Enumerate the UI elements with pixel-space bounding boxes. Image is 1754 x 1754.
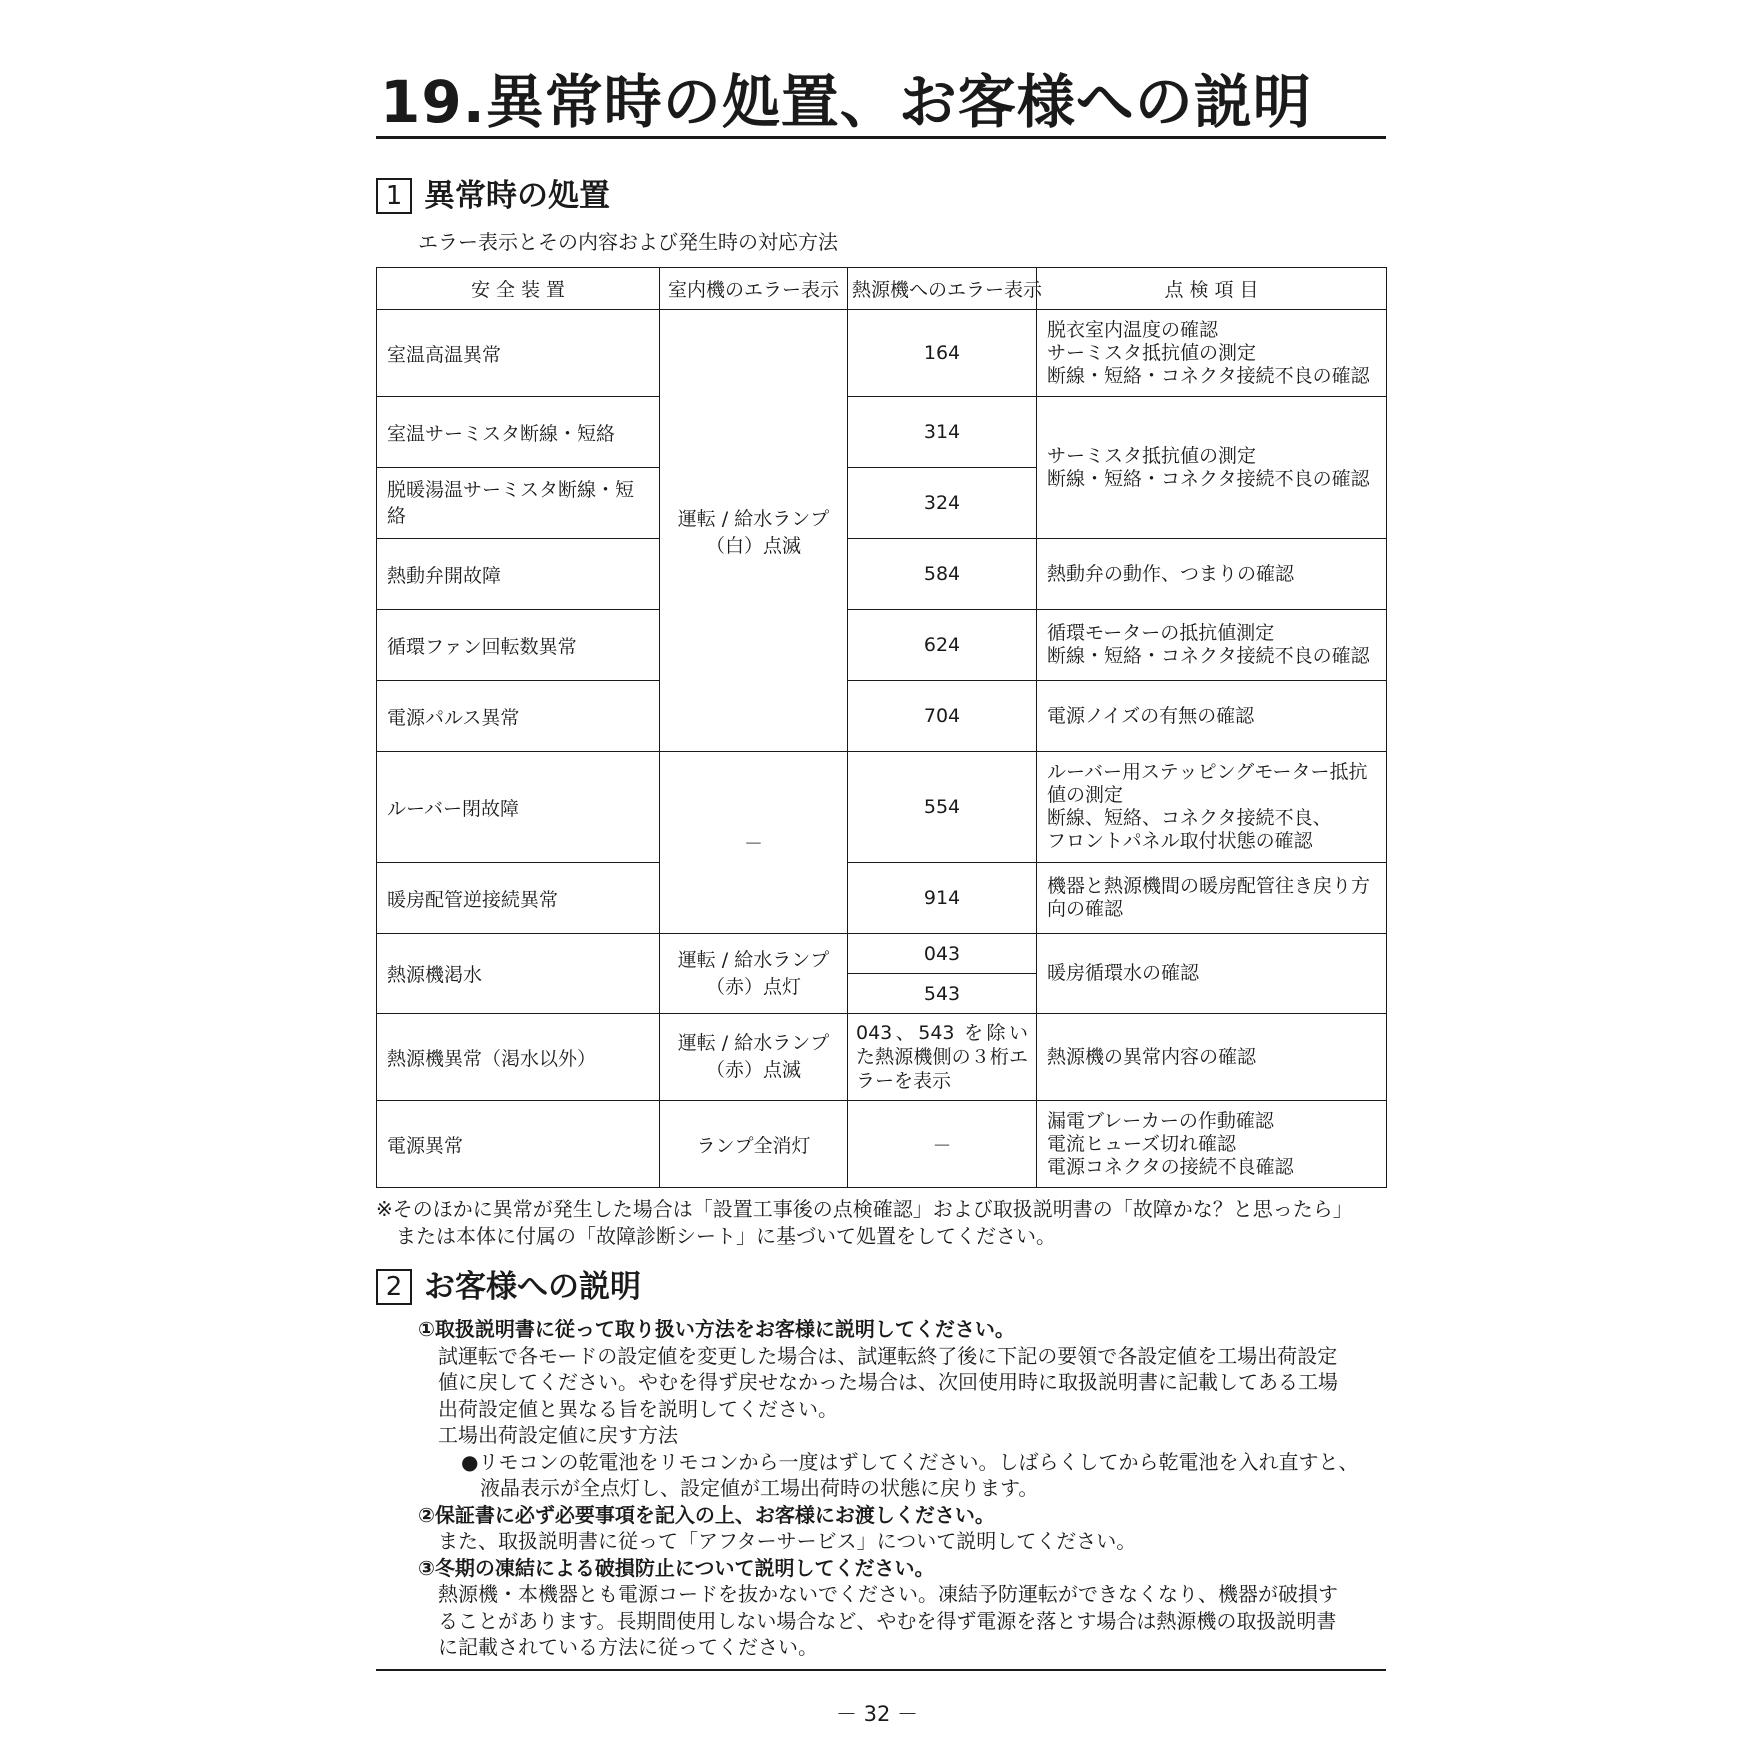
header-check-items: 点 検 項 目: [1037, 268, 1387, 310]
code-cell: 043、543 を除いた熱源機側の３桁エラーを表示: [848, 1014, 1037, 1101]
item-text: 工場出荷設定値に戻す方法: [438, 1423, 678, 1447]
header-indoor-error: 室内機のエラー表示: [660, 268, 848, 310]
check-cell: サーミスタ抵抗値の測定 断線・短絡・コネクタ接続不良の確認: [1037, 397, 1387, 539]
device-cell: 暖房配管逆接続異常: [377, 863, 660, 934]
lamp-cell: 運転 / 給水ランプ （白）点滅: [660, 310, 848, 752]
code-cell: 324: [848, 468, 1037, 539]
item-text: 熱源機・本機器とも電源コードを抜かないでください。凍結予防運転ができなくなり、機器が破損す: [438, 1582, 1338, 1606]
code-cell: 584: [848, 539, 1037, 610]
device-cell: 熱源機渇水: [377, 934, 660, 1014]
code-cell: 704: [848, 681, 1037, 752]
error-table: [376, 267, 1387, 1188]
bullet-item-continued: 液晶表示が全点灯し、設定値が工場出荷時の状態に戻ります。: [480, 1476, 1039, 1500]
device-cell: 循環ファン回転数異常: [377, 610, 660, 681]
table-row: [377, 934, 1387, 974]
section-number-2: 2: [376, 1269, 412, 1305]
item-text: 出荷設定値と異なる旨を説明してください。: [438, 1396, 838, 1421]
device-cell: ルーバー閉故障: [377, 752, 660, 863]
section-number-1: 1: [376, 178, 412, 214]
device-cell: 脱暖湯温サーミスタ断線・短絡: [377, 468, 660, 539]
title-rule: [376, 136, 1386, 139]
code-cell: 164: [848, 310, 1037, 397]
lamp-cell: 運転 / 給水ランプ （赤）点灯: [660, 934, 848, 1014]
lamp-cell: －: [660, 752, 848, 934]
table-row: [377, 752, 1387, 863]
bottom-rule: [376, 1669, 1386, 1671]
item-text: 試運転で各モードの設定値を変更した場合は、試運転終了後に下記の要領で各設定値を工場出荷設定: [438, 1343, 1338, 1368]
item-heading-3: ③冬期の凍結による破損防止について説明してください。: [418, 1555, 935, 1580]
code-cell: 543: [848, 974, 1037, 1014]
code-cell: 624: [848, 610, 1037, 681]
item-heading-2: ②保証書に必ず必要事項を記入の上、お客様にお渡しください。: [418, 1502, 995, 1527]
item-heading-1: ①取扱説明書に従って取り扱い方法をお客様に説明してください。: [418, 1317, 1015, 1341]
check-cell: 機器と熱源機間の暖房配管往き戻り方向の確認: [1037, 863, 1387, 934]
check-cell: 脱衣室内温度の確認 サーミスタ抵抗値の測定 断線・短絡・コネクタ接続不良の確認: [1037, 310, 1387, 397]
header-heatsource-error: 熱源機へのエラー表示: [848, 268, 1037, 310]
table-row: [377, 610, 1387, 681]
page-title: 19.異常時の処置、お客様への説明: [380, 68, 1312, 136]
item-text: また、取扱説明書に従って「アフターサービス」について説明してください。: [438, 1529, 1137, 1553]
item-text: 値に戻してください。やむを得ず戻せなかった場合は、次回使用時に取扱説明書に記載してある工場: [438, 1370, 1338, 1394]
code-cell: 043: [848, 934, 1037, 974]
note-line: ※そのほかに異常が発生した場合は「設置工事後の点検確認」および取扱説明書の「故障かな？と思ったら」: [376, 1197, 1353, 1221]
device-cell: 電源パルス異常: [377, 681, 660, 752]
device-cell: 電源異常: [377, 1101, 660, 1188]
device-cell: 熱動弁開故障: [377, 539, 660, 610]
table-row: [377, 397, 1387, 468]
item-text: に記載されている方法に従ってください。: [438, 1635, 818, 1659]
section-heading-2: [376, 1267, 641, 1307]
section-title-1: 異常時の処置: [424, 178, 610, 214]
table-row: [377, 681, 1387, 752]
note-line: または本体に付属の「故障診断シート」に基づいて処置をしてください。: [396, 1224, 1056, 1248]
code-cell: 314: [848, 397, 1037, 468]
check-cell: 熱動弁の動作、つまりの確認: [1037, 539, 1387, 610]
check-cell: 熱源機の異常内容の確認: [1037, 1014, 1387, 1101]
device-cell: 室温サーミスタ断線・短絡: [377, 397, 660, 468]
lamp-cell: ランプ全消灯: [660, 1101, 848, 1188]
check-cell: ルーバー用ステッピングモーター抵抗値の測定 断線、短絡、コネクタ接続不良、 フロントパネル取付状態の確認: [1037, 752, 1387, 863]
table-header-row: [377, 268, 1387, 310]
check-cell: 電源ノイズの有無の確認: [1037, 681, 1387, 752]
table-row: [377, 1101, 1387, 1188]
lamp-cell: 運転 / 給水ランプ （赤）点滅: [660, 1014, 848, 1101]
device-cell: 室温高温異常: [377, 310, 660, 397]
code-cell: 914: [848, 863, 1037, 934]
table-row: [377, 1014, 1387, 1101]
check-cell: 循環モーターの抵抗値測定 断線・短絡・コネクタ接続不良の確認: [1037, 610, 1387, 681]
device-cell: 熱源機異常（渇水以外）: [377, 1014, 660, 1101]
header-safety-device: 安 全 装 置: [377, 268, 660, 310]
page-number: － 32 －: [835, 1702, 919, 1726]
section-heading-1: [376, 176, 610, 216]
code-cell: －: [848, 1101, 1037, 1188]
table-row: [377, 539, 1387, 610]
code-cell: 554: [848, 752, 1037, 863]
table-subtitle: エラー表示とその内容および発生時の対応方法: [418, 230, 838, 254]
table-note: [376, 1196, 1396, 1250]
check-cell: 暖房循環水の確認: [1037, 934, 1387, 1014]
table-row: [377, 310, 1387, 397]
check-cell: 漏電ブレーカーの作動確認 電流ヒューズ切れ確認 電源コネクタの接続不良確認: [1037, 1101, 1387, 1188]
section-title-2: お客様への説明: [424, 1269, 641, 1305]
item-text: ることがあります。長期間使用しない場合など、やむを得ず電源を落とす場合は熱源機の取扱説明書: [438, 1608, 1337, 1633]
customer-explanation-list: [418, 1316, 1388, 1661]
bullet-item: ●リモコンの乾電池をリモコンから一度はずしてください。しばらくしてから乾電池を入れ直すと、: [461, 1449, 1359, 1474]
table-row: [377, 863, 1387, 934]
